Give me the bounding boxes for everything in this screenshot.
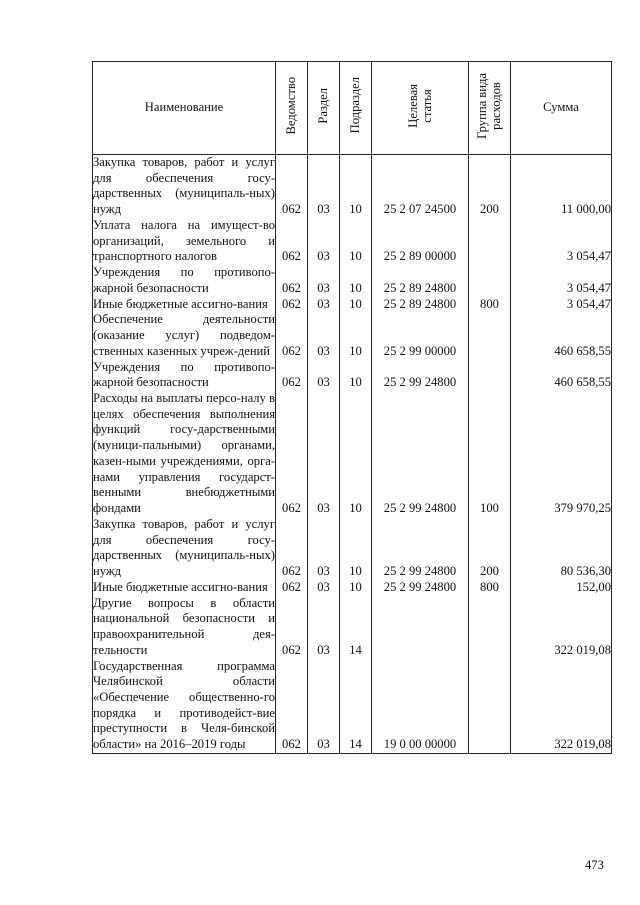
row-dept: 062 <box>276 218 308 265</box>
row-group: 200 <box>469 155 511 218</box>
row-dept: 062 <box>276 391 308 517</box>
row-name: Расходы на выплаты персо-налу в целях обеспечения выполнения функций госу-дарственными (муници-пальными) органами, казен-ными учреждениями, орга-нами управления государст-венными внебюджетными фондами <box>93 391 275 516</box>
row-amount: 11 000,00 <box>511 155 612 218</box>
table-row <box>93 517 612 580</box>
row-amount: 460 658,55 <box>511 312 612 359</box>
row-group <box>469 312 511 359</box>
row-name: Государственная программа Челябинской области «Обеспечение общественно-го порядка и противодейст-вие преступности в Челя-бинской области» на 2016–2019 годы <box>93 659 276 754</box>
row-section: 03 <box>308 580 340 596</box>
row-section: 03 <box>308 360 340 391</box>
row-subsection: 14 <box>340 596 372 659</box>
row-target: 25 2 99 24800 <box>372 391 469 517</box>
row-subsection: 10 <box>340 155 372 218</box>
row-section: 03 <box>308 312 340 359</box>
row-section: 03 <box>308 218 340 265</box>
row-amount: 460 658,55 <box>511 360 612 391</box>
row-target: 25 2 99 24800 <box>372 360 469 391</box>
row-subsection: 10 <box>340 580 372 596</box>
row-dept: 062 <box>276 312 308 359</box>
row-name: Иные бюджетные ассигно-вания <box>93 580 276 596</box>
table-row <box>93 360 612 391</box>
page-number: 473 <box>585 858 604 872</box>
header-expense-group: Группа вида расходов <box>469 62 511 155</box>
row-target: 25 2 89 24800 <box>372 297 469 313</box>
table-row <box>93 155 612 218</box>
row-section: 03 <box>308 265 340 296</box>
row-dept: 062 <box>276 265 308 296</box>
row-target: 25 2 99 00000 <box>372 312 469 359</box>
budget-table <box>92 61 612 754</box>
row-section: 03 <box>308 596 340 659</box>
row-group: 200 <box>469 517 511 580</box>
row-target: 25 2 99 24800 <box>372 517 469 580</box>
row-group <box>469 360 511 391</box>
row-amount: 379 970,25 <box>511 391 612 517</box>
table-row <box>93 596 612 659</box>
row-dept: 062 <box>276 580 308 596</box>
row-dept: 062 <box>276 155 308 218</box>
row-subsection: 10 <box>340 517 372 580</box>
table-row <box>93 218 612 265</box>
row-target: 25 2 07 24500 <box>372 155 469 218</box>
row-subsection: 14 <box>340 659 372 754</box>
row-dept: 062 <box>276 360 308 391</box>
row-amount: 3 054,47 <box>511 265 612 296</box>
row-group: 800 <box>469 297 511 313</box>
header-amount: Сумма <box>511 62 612 155</box>
row-target <box>372 596 469 659</box>
header-name: Наименование <box>93 62 276 155</box>
table-row <box>93 312 612 359</box>
row-section: 03 <box>308 391 340 517</box>
row-amount: 3 054,47 <box>511 218 612 265</box>
table-row <box>93 265 612 296</box>
row-target: 25 2 89 00000 <box>372 218 469 265</box>
row-name: Уплата налога на имущест-во организаций, земельного и транспортного налогов <box>93 217 275 264</box>
row-dept: 062 <box>276 297 308 313</box>
table-row <box>93 580 612 596</box>
row-subsection: 10 <box>340 312 372 359</box>
table-row <box>93 659 612 754</box>
row-name: Закупка товаров, работ и услуг для обеспечения госу-дарственных (муниципаль-ных) нужд <box>93 155 275 217</box>
row-subsection: 10 <box>340 360 372 391</box>
row-amount: 3 054,47 <box>511 297 612 313</box>
table-row <box>93 297 612 313</box>
row-name: Иные бюджетные ассигно-вания <box>93 297 276 313</box>
row-dept: 062 <box>276 659 308 754</box>
row-name: Обеспечение деятельности (оказание услуг) подведом-ственных казенных учреж-дений <box>93 312 275 358</box>
row-amount: 322 019,08 <box>511 659 612 754</box>
header-target: Целевая статья <box>372 62 469 155</box>
row-subsection: 10 <box>340 297 372 313</box>
row-amount: 152,00 <box>511 580 612 596</box>
row-target: 19 0 00 00000 <box>372 659 469 754</box>
row-subsection: 10 <box>340 265 372 296</box>
row-group <box>469 659 511 754</box>
row-group: 100 <box>469 391 511 517</box>
header-row <box>93 62 612 155</box>
header-subsection: Подраздел <box>340 62 372 155</box>
row-name: Закупка товаров, работ и услуг для обеспечения госу-дарственных (муниципаль-ных) нужд <box>93 516 275 579</box>
row-dept: 062 <box>276 596 308 659</box>
row-amount: 80 536,30 <box>511 517 612 580</box>
table-row <box>93 391 612 517</box>
row-section: 03 <box>308 155 340 218</box>
row-amount: 322 019,08 <box>511 596 612 659</box>
row-group <box>469 218 511 265</box>
row-target: 25 2 89 24800 <box>372 265 469 296</box>
row-name: Учреждения по противопо-жарной безопасности <box>93 265 275 295</box>
row-name: Другие вопросы в области национальной безопасности и правоохранительной дея-тельности <box>93 595 275 657</box>
row-subsection: 10 <box>340 391 372 517</box>
row-group: 800 <box>469 580 511 596</box>
row-name: Учреждения по противопо-жарной безопасности <box>93 359 275 390</box>
row-section: 03 <box>308 659 340 754</box>
row-section: 03 <box>308 297 340 313</box>
header-section: Раздел <box>308 62 340 155</box>
row-subsection: 10 <box>340 218 372 265</box>
row-section: 03 <box>308 517 340 580</box>
row-group <box>469 265 511 296</box>
row-dept: 062 <box>276 517 308 580</box>
row-group <box>469 596 511 659</box>
row-target: 25 2 99 24800 <box>372 580 469 596</box>
header-dept: Ведомство <box>276 62 308 155</box>
